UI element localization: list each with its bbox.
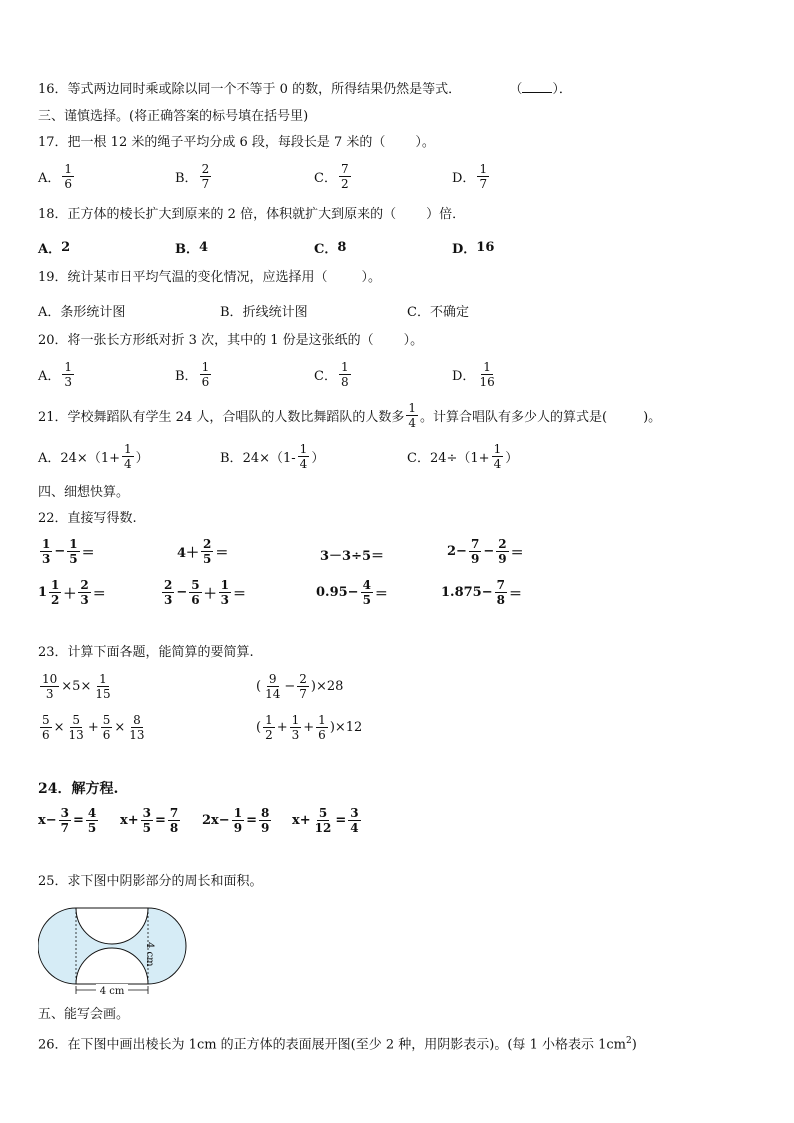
q21-option-b[interactable]: B． 24×（1- $\frac{1}{4}$ ） [220, 442, 325, 471]
q17-option-a[interactable]: A． $\frac{1}{6}$ [38, 162, 73, 191]
q24-title: 24．解方程. [38, 781, 119, 797]
q21-option-c[interactable]: C． 24÷（1+ $\frac{1}{4}$ ） [407, 442, 519, 471]
q18-option-a[interactable]: A． 2 [38, 240, 71, 257]
q22-title: 22．直接写得数. [38, 511, 137, 526]
q22-expr-8: 1.875− $\frac{7}{8}$ ＝ [441, 578, 522, 607]
q23-expr-3: $\frac{5}{6}$ × $\frac{5}{13}$ + $\frac{5}{6}$ × $\frac{8}{13}$ [42, 713, 145, 742]
q19-option-a[interactable]: A． 条形统计图 [38, 305, 126, 320]
q17: 17．把一根 12 米的绳子平均分成 6 段，每段长是 7 米的（ ）。 [38, 135, 435, 150]
q18-option-d[interactable]: D． 16 [452, 240, 495, 257]
q24-eq-1: x− $\frac{3}{7}$ = $\frac{4}{5}$ [38, 806, 97, 835]
q22-expr-3: 3－3÷5＝ [320, 549, 385, 564]
q25-height-label: 4 cm [144, 942, 155, 967]
q18: 18．正方体的棱长扩大到原来的 2 倍，体积就扩大到原来的（ ）倍． [38, 207, 466, 222]
q19: 19．统计某市日平均气温的变化情况，应选择用（ ）。 [38, 270, 382, 285]
q18-option-b[interactable]: B． 4 [175, 240, 209, 257]
q17-option-d[interactable]: D． $\frac{1}{7}$ [452, 162, 488, 191]
q16-answer-blank[interactable] [522, 80, 552, 93]
q24-eq-3: 2x− $\frac{1}{9}$ = $\frac{8}{9}$ [202, 806, 270, 835]
q17-option-c[interactable]: C． $\frac{7}{2}$ [314, 162, 349, 191]
q22-expr-5: 1 $\frac{1}{2}$ ＋ $\frac{2}{3}$ ＝ [38, 578, 106, 607]
q21: 21．学校舞蹈队有学生 24 人，合唱队的人数比舞蹈队的人数多 $\frac{1}{4}$ 。计算合唱队有多少人的算式是( )。 [38, 401, 662, 430]
q16: 16．等式两边同时乘或除以同一个不等于 0 的数，所得结果仍然是等式． （ ）． [38, 82, 572, 97]
q18-option-c[interactable]: C． 8 [314, 240, 347, 257]
q23-expr-2: ( $\frac{9}{14}$ − $\frac{2}{7}$ )×28 [256, 672, 344, 701]
section-4-heading: 四、细想快算。 [38, 485, 130, 500]
q23-expr-4: ( $\frac{1}{2}$ + $\frac{1}{3}$ + $\frac{1}{6}$ )×12 [256, 713, 363, 742]
q25-title: 25．求下图中阴影部分的周长和面积。 [38, 874, 263, 889]
q17-option-b[interactable]: B． $\frac{2}{7}$ [175, 162, 210, 191]
section-5-heading: 五、能写会画。 [38, 1007, 130, 1022]
q20: 20．将一张长方形纸对折 3 次，其中的 1 份是这张纸的（ ）。 [38, 333, 424, 348]
q21-option-a[interactable]: A． 24×（1+ $\frac{1}{4}$ ） [38, 442, 149, 471]
q19-option-c[interactable]: C． 不确定 [407, 305, 469, 320]
q26: 26．在下图中画出棱长为 1cm 的正方体的表面展开图(至少 2 种，用阴影表示)。(每 1 小格表示 $1cm^2$) [38, 1036, 637, 1053]
q20-option-a[interactable]: A． $\frac{1}{3}$ [38, 360, 73, 389]
q25-figure [38, 902, 198, 998]
section-3-heading: 三、谨慎选择。(将正确答案的标号填在括号里) [38, 109, 309, 124]
q22-expr-4: 2− $\frac{7}{9}$ − $\frac{2}{9}$ ＝ [447, 537, 524, 566]
q20-option-b[interactable]: B． $\frac{1}{6}$ [175, 360, 210, 389]
q23-title: 23．计算下面各题，能简算的要简算. [38, 645, 254, 660]
q25-width-label: 4 cm [99, 986, 125, 997]
q16-text: 16．等式两边同时乘或除以同一个不等于 0 的数，所得结果仍然是等式． [38, 82, 462, 97]
q24-eq-4: x+ $\frac{5}{12}$ = $\frac{3}{4}$ [292, 806, 359, 835]
q24-eq-2: x+ $\frac{3}{5}$ = $\frac{7}{8}$ [120, 806, 179, 835]
q22-expr-1: $\frac{1}{3}$ − $\frac{1}{5}$ ＝ [42, 537, 95, 566]
q22-expr-7: 0.95− $\frac{4}{5}$ ＝ [316, 578, 388, 607]
q22-expr-2: 4＋ $\frac{2}{5}$ ＝ [177, 537, 229, 566]
q20-option-c[interactable]: C． $\frac{1}{8}$ [314, 360, 349, 389]
q20-option-d[interactable]: D． $\frac{1}{16}$ [452, 360, 495, 389]
q22-expr-6: $\frac{2}{3}$ − $\frac{5}{6}$ ＋ $\frac{1}{3}$ ＝ [164, 578, 247, 607]
q23-expr-1: $\frac{10}{3}$ ×5× $\frac{1}{15}$ [42, 672, 111, 701]
q19-option-b[interactable]: B． 折线统计图 [220, 305, 308, 320]
